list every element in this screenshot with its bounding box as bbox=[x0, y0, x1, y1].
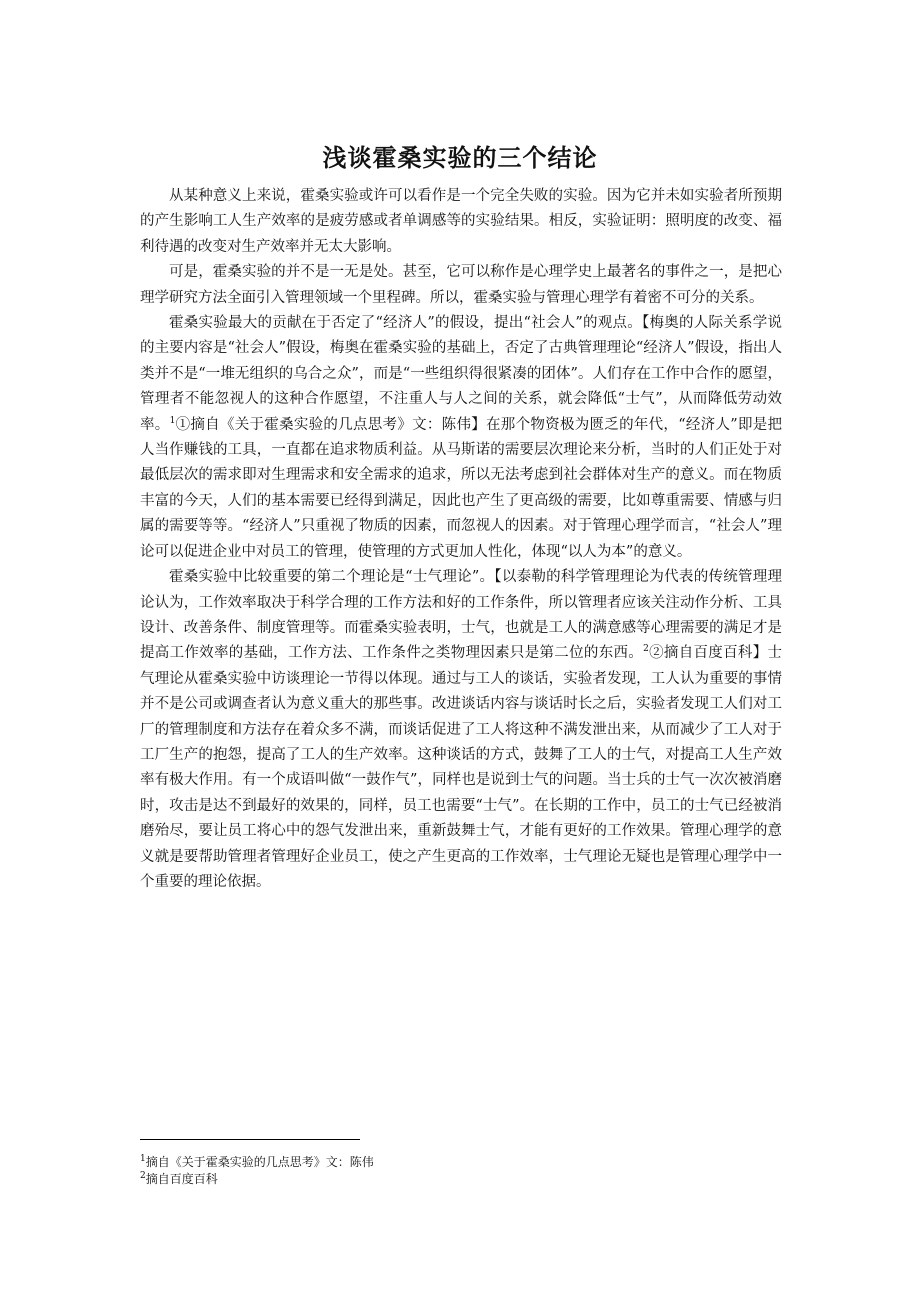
footnotes bbox=[140, 1154, 780, 1188]
footnote-2 bbox=[140, 1171, 780, 1188]
footnote-divider bbox=[140, 1139, 360, 1140]
paragraph-1: 从某种意义上来说，霍桑实验或许可以看作是一个完全失败的实验。因为它并未如实验者所预期的产生影响工人生产效率的是疲劳感或者单调感等的实验结果。相反，实验证明：照明度的改变、福利待遇的改变对生产效率并无太大影响。 bbox=[140, 188, 782, 255]
paragraph-3 bbox=[140, 311, 782, 565]
paragraph-4 bbox=[140, 565, 782, 895]
footnote-2-mark: 2 bbox=[140, 1171, 146, 1181]
paragraph-2: 可是，霍桑实验的并不是一无是处。甚至，它可以称作是心理学史上最著名的事件之一，是把心理学研究方法全面引入管理领域一个里程碑。所以，霍桑实验与管理心理学有着密不可分的关系。 bbox=[140, 264, 782, 306]
footnote-2-text: 摘自百度百科 bbox=[145, 1172, 218, 1186]
paragraph-3-text-b: ①摘自《关于霍桑实验的几点思考》文：陈伟】在那个物资极为匮乏的年代，“经济人”即是把人当作赚钱的工具，一直都在追求物质利益。从马斯诺的需要层次理论来分析，当时的人们正处于对最低层次的需求即对生理需求和安全需求的追求，所以无法考虑到社会群体对生产的意义。而在物质丰富的今天，人们的基本需要已经得到满足，因此也产生了更高级的需要，比如尊重需要、情感与归属的需要等等。“经济人”只重视了物质的因素，而忽视人的因素。对于管理心理学而言，“社会人”理论可以促进企业中对员工的管理，使管理的方式更加人性化，体现“以人为本”的意义。 bbox=[140, 416, 783, 560]
footnote-ref-2[interactable]: 2 bbox=[643, 644, 649, 655]
paragraph-3-text-a: 霍桑实验最大的贡献在于否定了“经济人”的假设，提出“社会人”的观点。【梅奥的人际关系学说的主要内容是“社会人”假设，梅奥在霍桑实验的基础上，否定了古典管理理论“经济人”假设，指出人类并不是“一堆无组织的乌合之众”，而是“一些组织得很紧凑的团体”。人们存在工作中合作的愿望，管理者不能忽视人的这种合作愿望，不注重人与人之间的关系，就会降低“士气”，从而降低劳动效率。 bbox=[140, 315, 782, 433]
footnote-1 bbox=[140, 1154, 780, 1171]
footnote-ref-1[interactable]: 1 bbox=[169, 415, 176, 426]
document-body bbox=[140, 184, 782, 895]
footnote-1-mark: 1 bbox=[140, 1154, 146, 1164]
paragraph-4-text-a: 霍桑实验中比较重要的第二个理论是“士气理论”。【以泰勒的科学管理理论为代表的传统管理理论认为，工作效率取决于科学合理的工作方法和好的工作条件，所以管理者应该关注动作分析、工具设计、改善条件、制度管理等。而霍桑实验表明，士气，也就是工人的满意感等心理需要的满足才是提高工作效率的基础，工作方法、工作条件之类物理因素只是第二位的东西。 bbox=[140, 569, 782, 662]
document-title: 浅谈霍桑实验的三个结论 bbox=[322, 144, 598, 172]
footnote-1-text: 摘自《关于霍桑实验的几点思考》文：陈伟 bbox=[145, 1155, 374, 1169]
paragraph-4-text-b: ②摘自百度百科】士气理论从霍桑实验中访谈理论一节得以体现。通过与工人的谈话，实验者发现，工人认为重要的事情并不是公司或调查者认为意义重大的那些事。改进谈话内容与谈话时长之后，实验者发现工人们对工厂的管理制度和方法存在着众多不满，而谈话促进了工人将这种不满发泄出来，从而减少了工人对于工厂生产的抱怨，提高了工人的生产效率。这种谈话的方式，鼓舞了工人的士气，对提高工人生产效率有极大作用。有一个成语叫做“一鼓作气”，同样也是说到士气的问题。当士兵的士气一次次被消磨时，攻击是达不到最好的效果的，同样，员工也需要“士气”。在长期的工作中，员工的士气已经被消磨殆尽，要让员工将心中的怨气发泄出来，重新鼓舞士气，才能有更好的工作效果。管理心理学的意义就是要帮助管理者管理好企业员工，使之产生更高的工作效率，士气理论无疑也是管理心理学中一个重要的理论依据。 bbox=[140, 645, 782, 890]
